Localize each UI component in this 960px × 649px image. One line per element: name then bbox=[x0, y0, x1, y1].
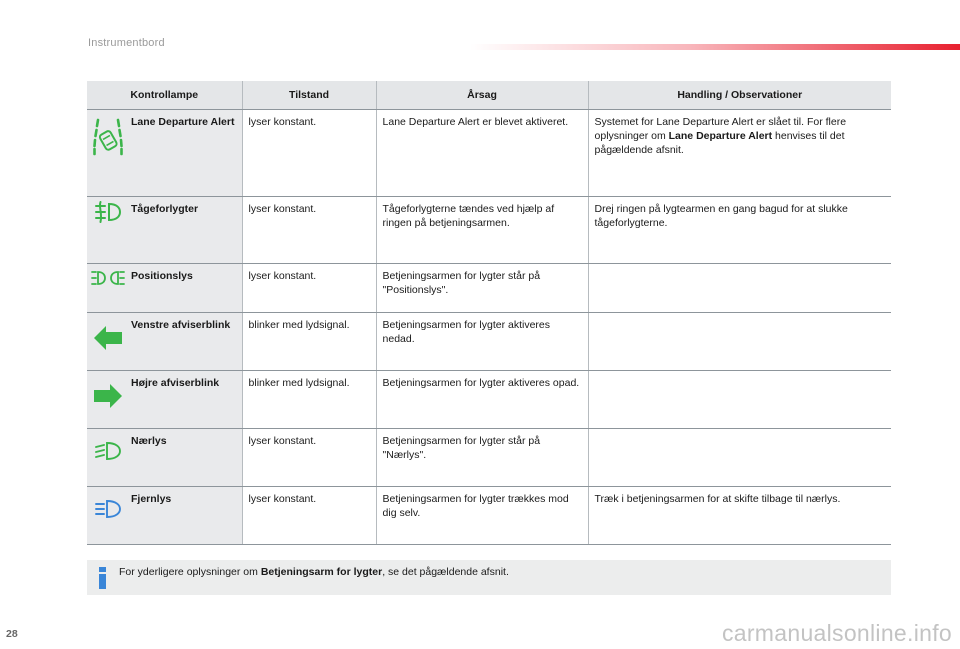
lamp-action bbox=[588, 371, 891, 429]
page-number: 28 bbox=[6, 628, 18, 640]
table-row-dipped-beam bbox=[87, 429, 891, 487]
info-icon bbox=[97, 567, 109, 594]
lane-departure-alert-icon bbox=[87, 110, 129, 156]
lamp-cause: Betjeningsarmen for lygter står på "Positionslys". bbox=[376, 264, 588, 313]
column-header-kontrollampe: Kontrollampe bbox=[87, 81, 242, 110]
section-title: Instrumentbord bbox=[88, 37, 165, 49]
right-turn-indicator-icon bbox=[87, 371, 129, 409]
lamp-name: Positionslys bbox=[129, 264, 242, 313]
lamp-state: blinker med lydsignal. bbox=[242, 313, 376, 371]
action-text: Systemet for Lane Departure Alert er slået til. For flere oplysninger om bbox=[594, 116, 847, 142]
lamp-name: Lane Departure Alert bbox=[129, 110, 242, 197]
lamp-cause: Betjeningsarmen for lygter aktiveres opad. bbox=[376, 371, 588, 429]
dipped-beam-icon bbox=[87, 429, 129, 461]
lamp-state: lyser konstant. bbox=[242, 197, 376, 264]
table-row-lane-departure bbox=[87, 110, 891, 197]
table-row-position-lights bbox=[87, 264, 891, 313]
header-accent-line bbox=[470, 44, 960, 50]
lamp-action bbox=[588, 110, 891, 197]
main-beam-icon bbox=[87, 487, 129, 519]
column-header-arsag: Årsag bbox=[376, 81, 588, 110]
lamp-name: Venstre afviserblink bbox=[129, 313, 242, 371]
action-text-tail: henvises til det pågældende afsnit. bbox=[594, 130, 845, 156]
lamp-cause: Lane Departure Alert er blevet aktiveret. bbox=[376, 110, 588, 197]
lamp-cause: Betjeningsarmen for lygter står på "Nærlys". bbox=[376, 429, 588, 487]
table-row-fog-lights bbox=[87, 197, 891, 264]
lamp-name: Nærlys bbox=[129, 429, 242, 487]
table-header-row bbox=[87, 81, 891, 110]
table-row-main-beam bbox=[87, 487, 891, 545]
warning-lamp-table bbox=[87, 81, 891, 545]
info-note bbox=[87, 560, 891, 595]
column-header-tilstand: Tilstand bbox=[242, 81, 376, 110]
lamp-cause: Betjeningsarmen for lygter aktiveres nedad. bbox=[376, 313, 588, 371]
lamp-cause: Tågeforlygterne tændes ved hjælp af ringen på betjeningsarmen. bbox=[376, 197, 588, 264]
lamp-state: lyser konstant. bbox=[242, 487, 376, 545]
table-row-left-indicator bbox=[87, 313, 891, 371]
action-text: Træk i betjeningsarmen for at skifte tilbage til nærlys. bbox=[594, 493, 841, 505]
lamp-action bbox=[588, 487, 891, 545]
front-fog-light-icon bbox=[87, 197, 129, 223]
lamp-name: Fjernlys bbox=[129, 487, 242, 545]
action-text-bold: Lane Departure Alert bbox=[668, 130, 773, 142]
left-turn-indicator-icon bbox=[87, 313, 129, 351]
lamp-cause: Betjeningsarmen for lygter trækkes mod dig selv. bbox=[376, 487, 588, 545]
lamp-action bbox=[588, 264, 891, 313]
table-row-right-indicator bbox=[87, 371, 891, 429]
column-header-handling: Handling / Observationer bbox=[588, 81, 891, 110]
lamp-action bbox=[588, 197, 891, 264]
action-text: Drej ringen på lygtearmen en gang bagud for at slukke tågeforlygterne. bbox=[594, 203, 848, 229]
lamp-name: Højre afviserblink bbox=[129, 371, 242, 429]
watermark: carmanualsonline.info bbox=[721, 620, 952, 646]
info-text: For yderligere oplysninger om Betjeningsarm for lygter, se det pågældende afsnit. bbox=[119, 566, 509, 578]
info-link-text: Betjeningsarm for lygter bbox=[260, 566, 383, 578]
lamp-state: lyser konstant. bbox=[242, 264, 376, 313]
lamp-action bbox=[588, 429, 891, 487]
lamp-state: lyser konstant. bbox=[242, 429, 376, 487]
lamp-action bbox=[588, 313, 891, 371]
lamp-state: lyser konstant. bbox=[242, 110, 376, 197]
lamp-state: blinker med lydsignal. bbox=[242, 371, 376, 429]
lamp-name: Tågeforlygter bbox=[129, 197, 242, 264]
position-lights-icon bbox=[87, 264, 129, 288]
